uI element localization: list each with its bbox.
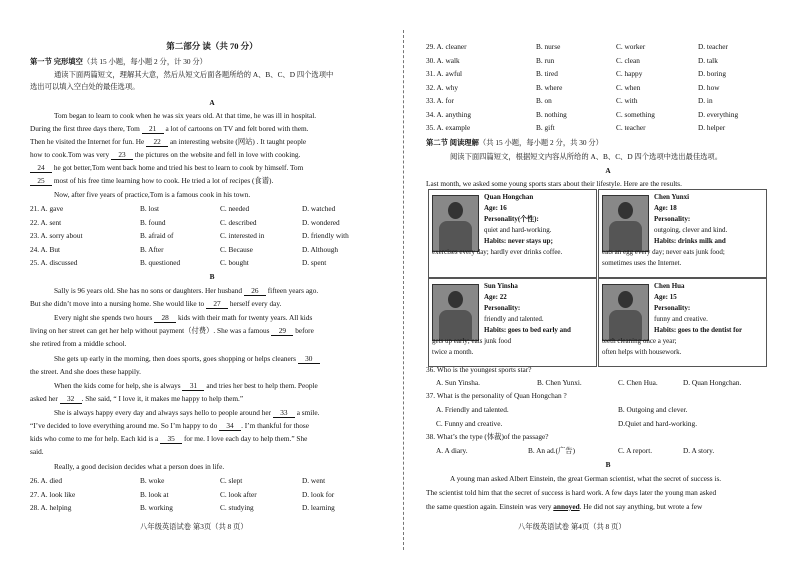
right-page: [418, 0, 794, 561]
option: B. lost: [140, 204, 160, 213]
passage-b-line: she retired from a middle school.: [30, 339, 127, 348]
athlete-card: [598, 189, 767, 278]
passage-a-line: During the first three days there, Tom 21 a lot of cartoons on TV and felt bored with them.: [30, 124, 309, 133]
option: D. learning: [302, 503, 335, 512]
option: C. Because: [220, 244, 253, 254]
athlete-detail: twice a month.: [432, 348, 474, 356]
option: B. run: [536, 55, 555, 65]
option: A. Friendly and talented.: [436, 405, 509, 414]
passage-b-line: Every night she spends two hours 28 kids with their math for twenty years. All kids: [54, 313, 313, 322]
blank-21: 21: [142, 124, 164, 134]
passage-b-label: B: [605, 460, 611, 469]
option: C. A report.: [618, 446, 653, 455]
option: D. teacher: [698, 42, 728, 51]
athlete-photo: [602, 195, 649, 252]
athlete-photo: [432, 195, 479, 252]
athlete-photo: [602, 284, 649, 341]
athlete-name: Quan Hongchan: [484, 193, 534, 201]
option: B. An ad.(广告): [528, 446, 576, 455]
athlete-detail: Habits: goes to the dentist for: [654, 326, 743, 334]
option: B. Chen Yunxi.: [537, 378, 582, 387]
option: C. teacher: [616, 123, 646, 132]
athlete-detail: Personality:: [654, 215, 691, 223]
option: 23. A. sorry about: [30, 231, 83, 240]
option: B. gift: [536, 123, 555, 132]
option: C. needed: [220, 204, 250, 213]
option: D. went: [302, 476, 326, 485]
blank-33: 33: [273, 408, 295, 418]
athlete-detail: friendly and talented.: [484, 315, 544, 323]
blank-28: 28: [154, 313, 176, 323]
option: D. everything: [698, 109, 739, 119]
option: D. helper: [698, 123, 726, 132]
passage-a-intro: Last month, we asked some young sports stars about their lifestyle. Here are the results.: [426, 179, 682, 188]
athlete-detail: eats an egg every day; never eats junk food;: [602, 248, 725, 256]
section2-heading: 第二节 阅读理解（共 15 小题，每小题 2 分，共 30 分）: [426, 138, 603, 147]
passage-b-line: She gets up early in the morning, then does sports, goes shopping or helps cleaners 30: [54, 354, 320, 364]
option: B. Outgoing and clever.: [618, 405, 688, 414]
option: B. nurse: [536, 42, 561, 51]
athlete-card: [428, 278, 597, 367]
option: C. something: [616, 109, 655, 119]
blank-29: 29: [271, 326, 293, 336]
option: D. look for: [302, 489, 335, 499]
athlete-name: Sun Yinsha: [484, 282, 518, 290]
passage-b-line: said.: [30, 447, 44, 456]
question-37: 37. What is the personality of Quan Hongchan ?: [426, 391, 567, 400]
option: 27. A. look like: [30, 489, 76, 499]
athlete-age: Age: 22: [484, 293, 507, 301]
option: C. with: [616, 96, 638, 105]
athlete-name: Chen Hua: [654, 282, 685, 290]
option: 32. A. why: [426, 82, 459, 92]
option: 34. A. anything: [426, 109, 471, 119]
blank-31: 31: [182, 381, 204, 391]
option: C. look after: [220, 489, 257, 499]
option: B. questioned: [140, 258, 181, 267]
athlete-detail: Habits: goes to bed early and: [484, 326, 571, 334]
option: B. look at: [140, 489, 169, 499]
blank-34: 34: [219, 421, 241, 431]
passage-b-line: asked her 32 . She said, “ I love it, it makes me happy to help them.”: [30, 394, 244, 403]
option: B. woke: [140, 476, 165, 485]
passage-b-line: the street. And she does these happily.: [30, 367, 141, 376]
option: C. studying: [220, 503, 254, 512]
passage-b-line: She is always happy every day and always says hello to people around her 33 a smile.: [54, 408, 320, 417]
option: D. friendly with: [302, 231, 349, 240]
option: B. afraid of: [140, 231, 174, 240]
option: 25. A. discussed: [30, 258, 78, 267]
option: D.Quiet and hard-working.: [618, 419, 698, 428]
option: C. clean: [616, 55, 640, 65]
question-36: 36. Who is the youngest sports star?: [426, 365, 532, 374]
athlete-card: [428, 189, 597, 278]
option: B. found: [140, 217, 166, 227]
option: B. where: [536, 82, 563, 92]
athlete-detail: gets up early; eats junk food: [432, 337, 512, 345]
option: C. interested in: [220, 231, 265, 240]
passage-b-line: Sally is 96 years old. She has no sons or daughters. Her husband 26 fifteen years ago.: [54, 286, 319, 295]
option: C. Funny and creative.: [436, 419, 503, 428]
left-page: [22, 0, 402, 561]
blank-30: 30: [298, 354, 320, 364]
passage-b-line: the same question again. Einstein was very annoyed. He did not say anything, but wrote a few: [426, 502, 703, 511]
question-38: 38. What’s the type (体裁)of the passage?: [426, 432, 549, 441]
athlete-age: Age: 18: [654, 204, 677, 212]
option: D. Quan Hongchan.: [683, 378, 742, 387]
option: 22. A. sent: [30, 217, 62, 227]
option: D. Although: [302, 244, 339, 254]
section2-instruction: 阅读下面四篇短文，根据短文内容从所给的 A、B、C、D 四个选项中选出最佳选项。: [450, 152, 723, 161]
athlete-photo: [432, 284, 479, 341]
option: D. boring: [698, 69, 726, 78]
option: 30. A. walk: [426, 55, 460, 65]
option: A. A diary.: [436, 446, 468, 455]
athlete-name: Chen Yunxi: [654, 193, 690, 201]
blank-23: 23: [111, 150, 133, 160]
option: C. bought: [220, 258, 249, 267]
option: A. Sun Yinsha.: [436, 378, 480, 387]
option: 29. A. cleaner: [426, 42, 467, 51]
athlete-age: Age: 16: [484, 204, 507, 212]
passage-b-line: kids who come to me for help. Each kid is a 35 for me. I love each day to help them.” She: [30, 434, 308, 443]
blank-35: 35: [160, 434, 182, 444]
passage-b-label: B: [209, 272, 215, 281]
passage-b-line: The scientist told him that the secret of success is hard work. A few days later the young man asked: [426, 488, 717, 497]
option: 33. A. for: [426, 96, 454, 105]
option: C. Chen Hua.: [618, 378, 658, 387]
blank-22: 22: [146, 137, 168, 147]
athlete-detail: funny and creative.: [654, 315, 708, 323]
option: D. A story.: [683, 446, 715, 455]
passage-a-label: A: [605, 166, 611, 175]
passage-a-line: 24 he got better,Tom went back home and tried his best to learn to cook by himself. Tom: [30, 163, 303, 173]
option: B. After: [140, 244, 164, 254]
section1-heading: 第一节 完形填空（共 15 小题，每小题 2 分，计 30 分）: [30, 57, 207, 66]
option: C. slept: [220, 476, 243, 485]
passage-a-line: how to cook.Tom was very 23 the pictures on the website and fell in love with cooking.: [30, 150, 301, 159]
passage-a-line: Tom began to learn to cook when he was six years old. At that time, he was ill in hospital.: [54, 111, 317, 120]
athlete-detail: sometimes uses the Internet.: [602, 259, 682, 267]
option: B. on: [536, 96, 552, 105]
blank-24: 24: [30, 163, 52, 173]
option: C. described: [220, 217, 257, 227]
section1-instruction-2: 选出可以填入空白处的最佳选项。: [30, 82, 140, 91]
section1-instruction: 通读下面两篇短文，理解其大意，然后从短文后面各题所给的 A、B、C、D 四个选项中: [54, 70, 334, 79]
blank-27: 27: [206, 299, 228, 309]
option: 31. A. awful: [426, 69, 463, 78]
passage-b-line: Really, a good decision decides what a person does in life.: [54, 462, 225, 471]
blank-25: 25: [30, 176, 52, 186]
athlete-age: Age: 15: [654, 293, 677, 301]
passage-b-line: But she didn’t move into a nursing home. She would like to 27 herself every day.: [30, 299, 282, 308]
athlete-detail: teeth cleaning once a year;: [602, 337, 677, 345]
option: D. wondered: [302, 217, 340, 227]
athlete-card: [598, 278, 767, 367]
athlete-detail: exercises every day; hardly ever drinks coffee.: [432, 248, 563, 256]
passage-b-line: A young man asked Albert Einstein, the great German scientist, what the secret of success is.: [450, 474, 722, 483]
athlete-detail: Personality(个性):: [484, 215, 539, 223]
underlined-word: annoyed: [553, 502, 580, 511]
passage-b-line: When the kids come for help, she is always 31 and tries her best to help them. People: [54, 381, 318, 390]
option: B. tired: [536, 69, 558, 78]
page-footer: 八年级英语试卷 第3页（共 8 页）: [140, 522, 248, 531]
option: B. nothing: [536, 109, 567, 119]
athlete-detail: Habits: drinks milk and: [654, 237, 726, 245]
option: 28. A. helping: [30, 503, 72, 512]
option: 24. A. But: [30, 244, 61, 254]
passage-a-line: 25 most of his free time learning how to cook. He tried a lot of recipes (食谱).: [30, 176, 273, 186]
option: D. talk: [698, 55, 718, 65]
option: D. in: [698, 96, 713, 105]
page-divider: [403, 30, 404, 550]
athlete-detail: outgoing, clever and kind.: [654, 226, 728, 234]
blank-32: 32: [60, 394, 82, 404]
athlete-detail: often helps with housework.: [602, 348, 682, 356]
passage-a-line: Now, after five years of practice,Tom is a famous cook in his town.: [54, 190, 251, 199]
athlete-detail: Habits: never stays up;: [484, 237, 553, 245]
option: D. spent: [302, 258, 327, 267]
option: C. happy: [616, 69, 643, 78]
option: D. how: [698, 82, 720, 92]
athlete-detail: Personality:: [484, 304, 521, 312]
athlete-detail: quiet and hard-working.: [484, 226, 552, 234]
option: B. working: [140, 503, 173, 512]
option: D. watched: [302, 204, 336, 213]
athlete-detail: Personality:: [654, 304, 691, 312]
option: 26. A. died: [30, 476, 63, 485]
blank-26: 26: [244, 286, 266, 296]
passage-b-line: “I’ve decided to love everything around me. So I’m happy to do 34 . I’m thankful for those: [30, 421, 309, 430]
option: C. when: [616, 82, 641, 92]
passage-b-line: living on her street can get her help without payment（付费）. She was a famous 29 before: [30, 326, 314, 335]
option: 35. A. example: [426, 123, 471, 132]
passage-a-label: A: [209, 98, 215, 107]
page-footer: 八年级英语试卷 第4页（共 8 页）: [518, 522, 626, 531]
option: 21. A. gave: [30, 204, 64, 213]
passage-a-line: Then he visited the Internet for fun. He 22 an interesting website (网站) . It taught people: [30, 137, 307, 146]
option: C. worker: [616, 42, 646, 51]
part-title: 第二部分 读（共 70 分）: [166, 41, 258, 51]
